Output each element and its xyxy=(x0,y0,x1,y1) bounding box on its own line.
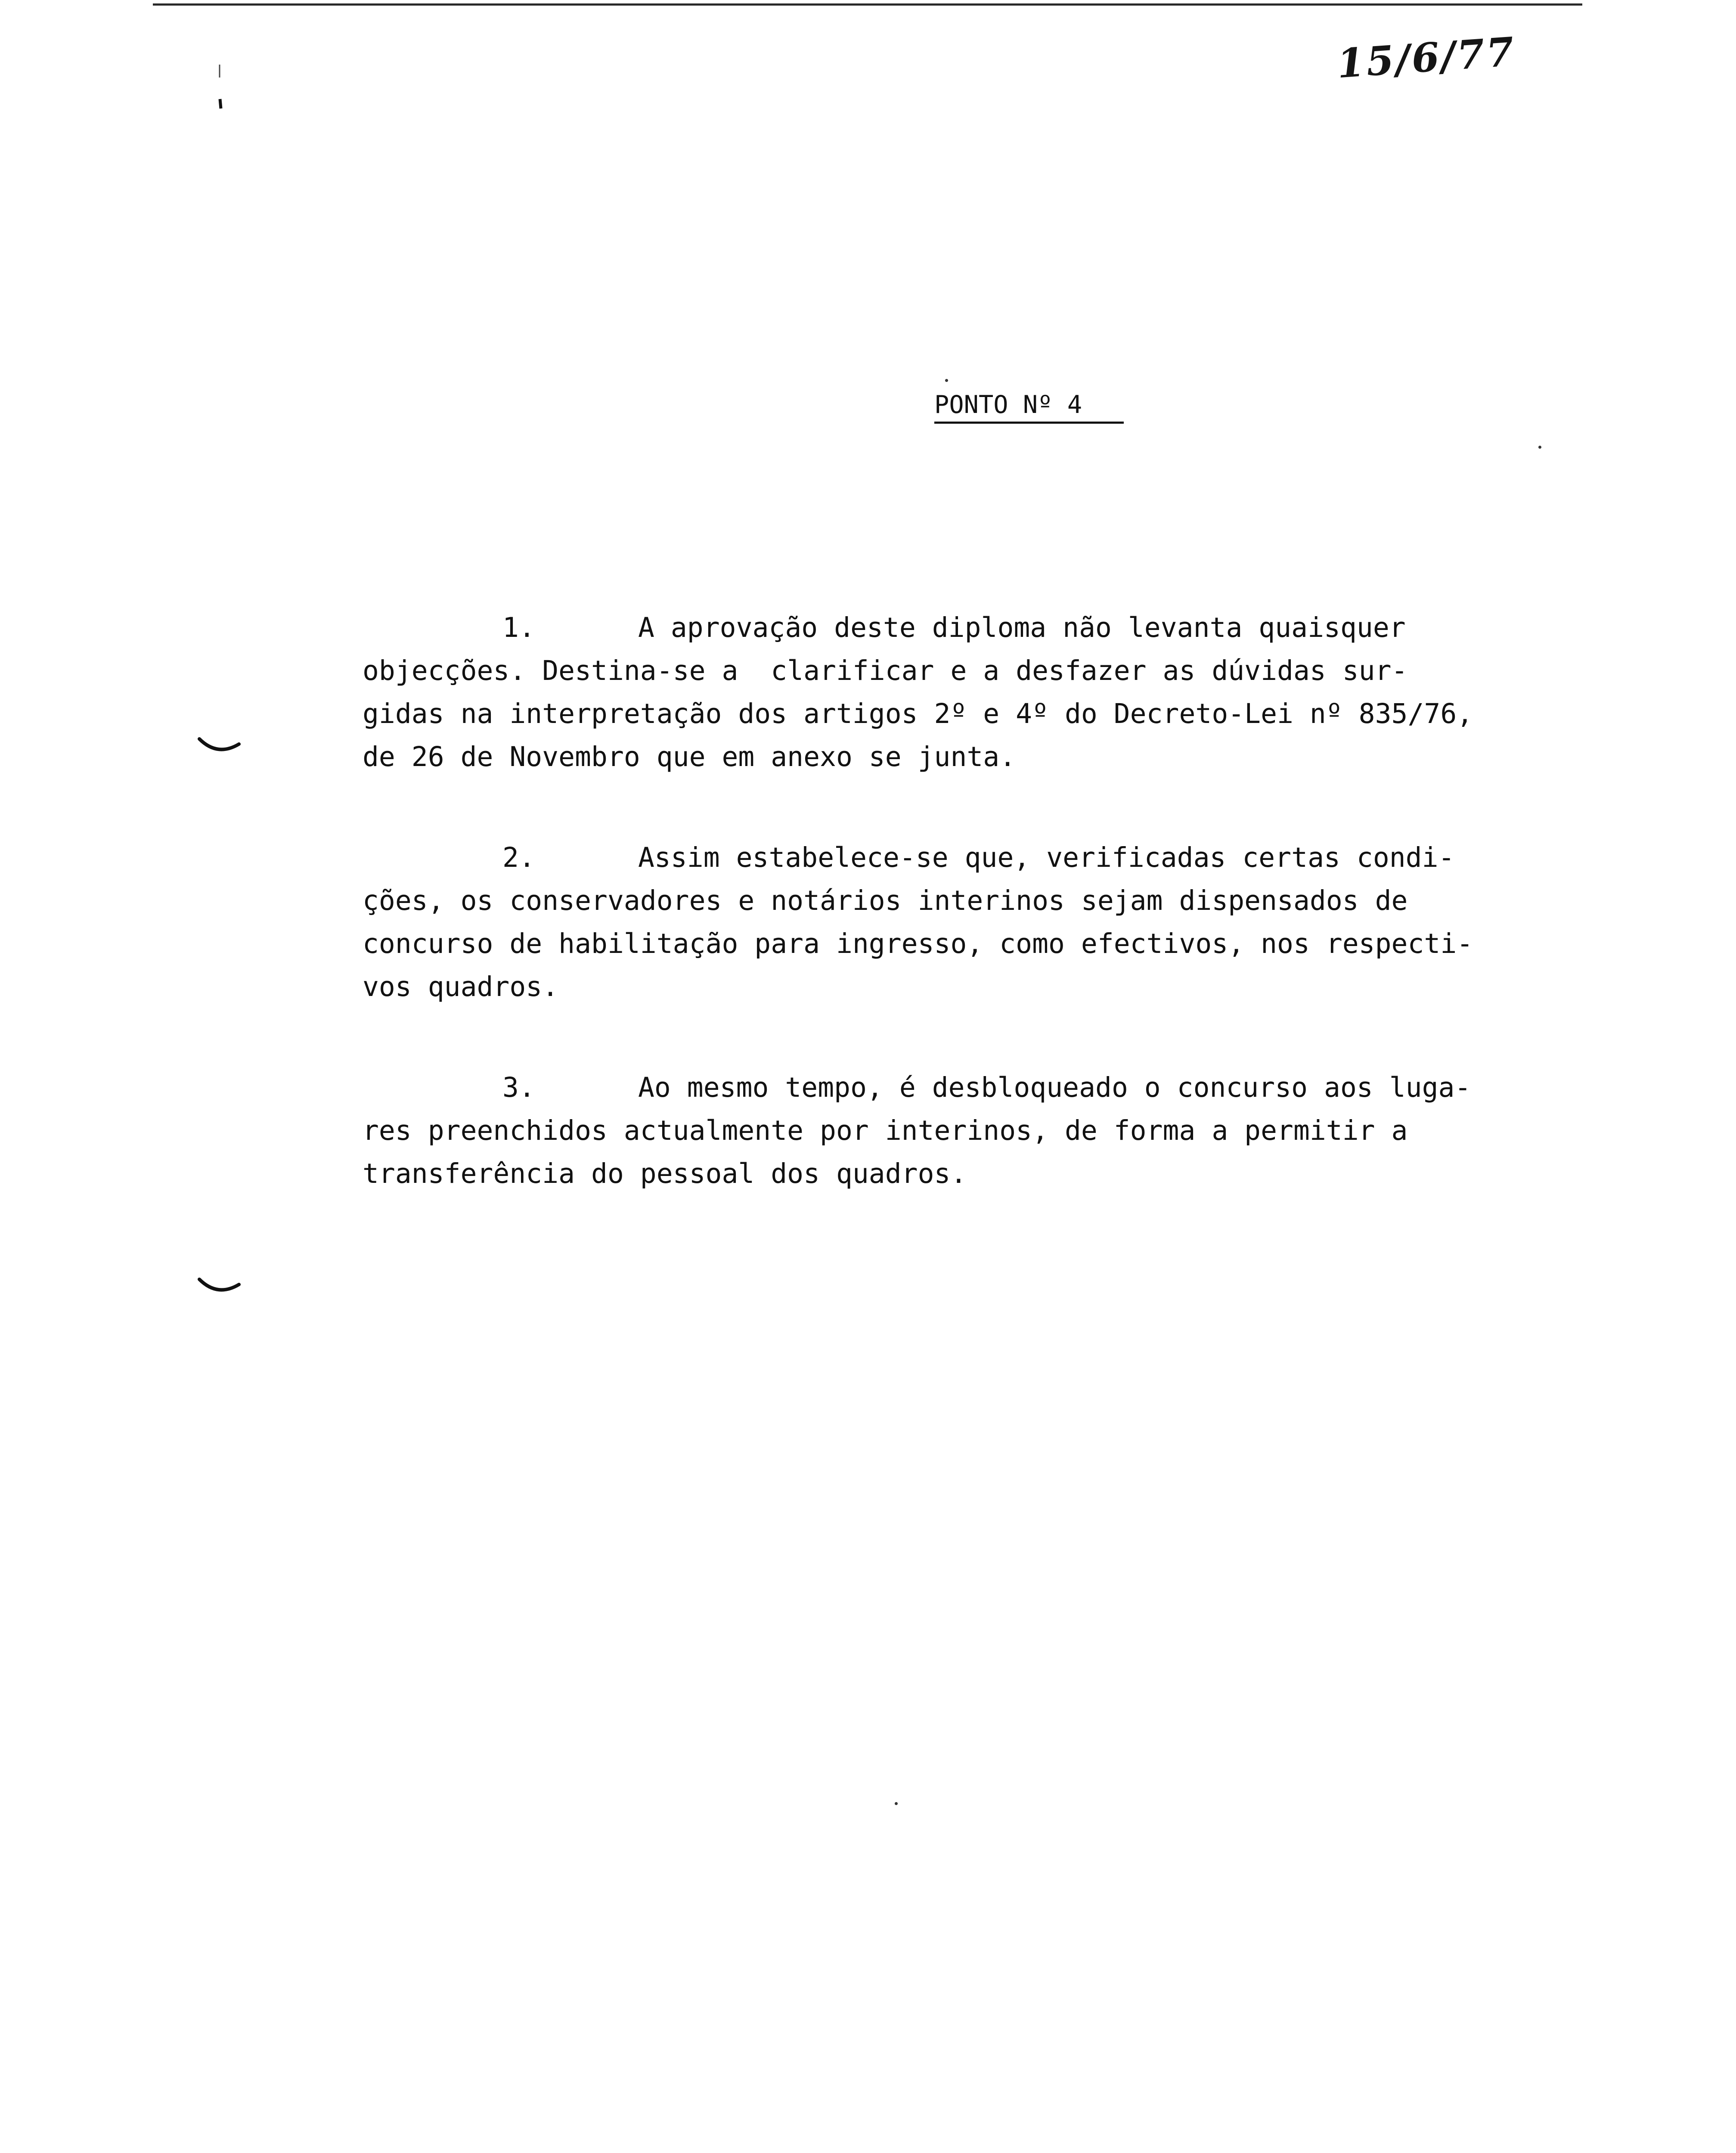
paragraph-1-line-1 xyxy=(363,606,1551,649)
paragraph-2-line-3: concurso de habilitação para ingresso, como efectivos, nos respecti- xyxy=(363,928,1473,959)
scan-speck xyxy=(895,1802,898,1805)
heading-ponto: PONTO Nº 4 xyxy=(934,390,1124,424)
paragraph-2-line-1 xyxy=(363,836,1551,879)
margin-check-mark-1 xyxy=(196,736,243,758)
paragraph-1-line-4: de 26 de Novembro que em anexo se junta. xyxy=(363,741,1016,772)
paragraph-3-line-3: transferência do pessoal dos quadros. xyxy=(363,1158,967,1189)
paragraph-1-line-1-text: A aprovação deste diploma não levanta quaisquer xyxy=(638,612,1406,643)
paragraph-3-line-1 xyxy=(363,1066,1551,1109)
paragraph-1 xyxy=(363,606,1551,779)
margin-check-mark-2 xyxy=(196,1277,243,1298)
paragraph-1-line-3: gidas na interpretação dos artigos 2º e 4º do Decreto-Lei nº 835/76, xyxy=(363,698,1473,729)
handwritten-date: 15/6/77 xyxy=(1335,28,1517,87)
scan-speck xyxy=(1538,446,1541,449)
paragraph-3-number: 3. xyxy=(502,1072,535,1103)
paragraph-3-line-2: res preenchidos actualmente por interinos, de forma a permitir a xyxy=(363,1115,1408,1146)
top-border-line xyxy=(153,3,1582,6)
paragraph-2-line-1-text: Assim estabelece-se que, verificadas certas condi- xyxy=(638,842,1455,873)
paragraph-2-number: 2. xyxy=(502,842,535,873)
paragraph-2-line-4: vos quadros. xyxy=(363,971,559,1002)
paragraph-1-number: 1. xyxy=(502,612,535,643)
paragraph-2-line-2: ções, os conservadores e notários interinos sejam dispensados de xyxy=(363,885,1408,916)
margin-tick-mark xyxy=(215,60,224,112)
paragraph-3-line-1-text: Ao mesmo tempo, é desbloqueado o concurso aos luga- xyxy=(638,1072,1471,1103)
paragraph-1-line-2: objecções. Destina-se a clarificar e a desfazer as dúvidas sur- xyxy=(363,655,1408,686)
paragraph-3 xyxy=(363,1066,1551,1195)
scan-speck xyxy=(945,379,948,382)
paragraph-2 xyxy=(363,836,1551,1008)
